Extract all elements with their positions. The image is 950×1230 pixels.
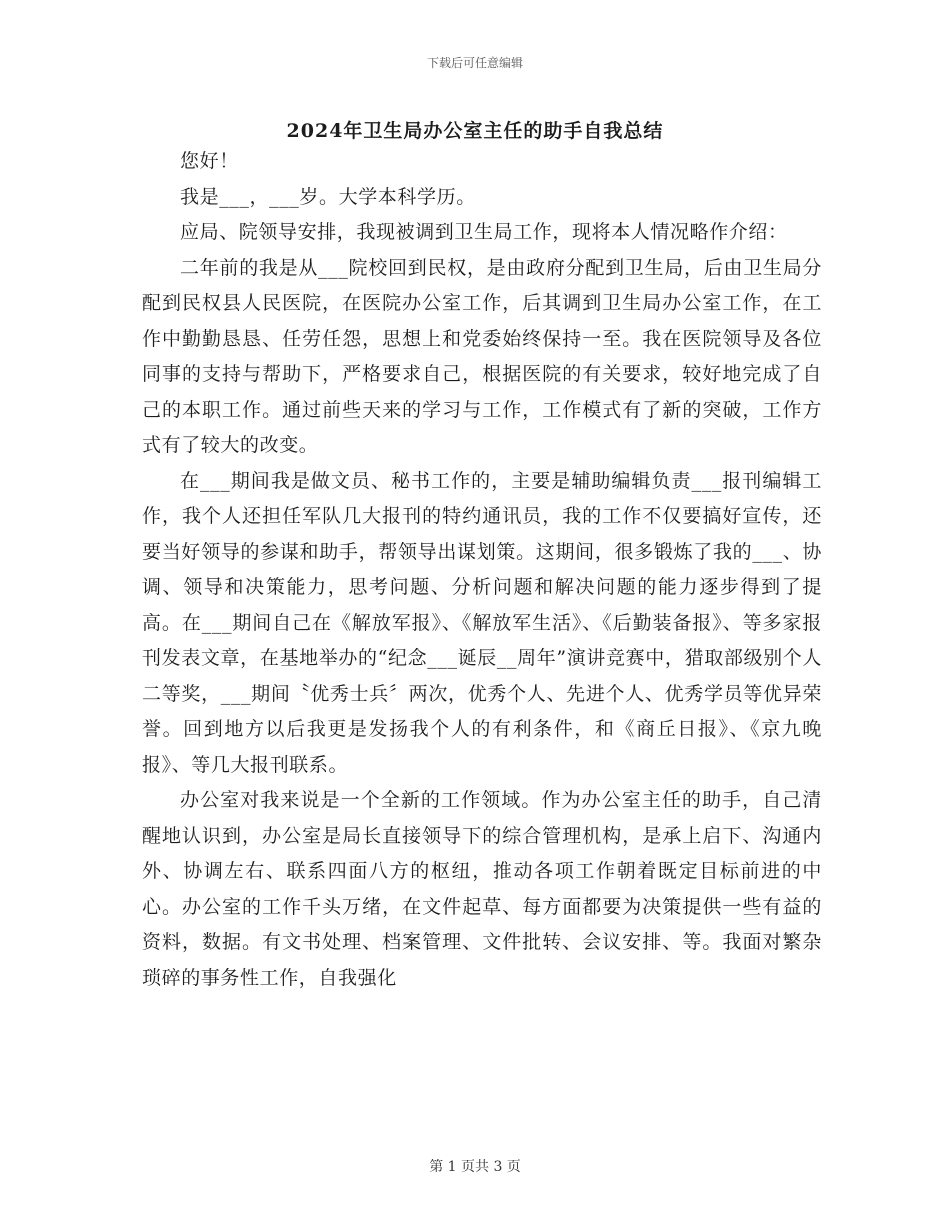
paragraph-assignment: 应局、院领导安排，我现被调到卫生局工作，现将本人情况略作介绍： bbox=[180, 221, 788, 243]
paragraph-background: 二年前的我是从___院校回到民权，是由政府分配到卫生局，后由卫生局分配到民权县人民医院，在医院办公室工作，后其调到卫生局办公室工作，在工作中勤勤恳恳、任劳任怨，思想上和党委始终保持一至。我在医院领导及各位同事的支持与帮助下，严格要求自己，根据医院的有关要求，较好地完成了自己的本职工作。通过前些天来的学习与工作，工作模式有了新的突破，工作方式有了较大的改变。 bbox=[142, 256, 822, 456]
paragraph-experience: 在___期间我是做文员、秘书工作的，主要是辅助编辑负责___报刊编辑工作，我个人还担任军队几大报刊的特约通讯员，我的工作不仅要搞好宣传，还要当好领导的参谋和助手，帮领导出谋划策。这期间，很多锻炼了我的___、协调、领导和决策能力，思考问题、分析问题和解决问题的能力逐步得到了提高。在___期间自己在《解放军报》、《解放军生活》、《后勤装备报》、等多家报刊发表文章，在基地举办的“纪念___诞辰__周年”演讲竞赛中，猎取部级别个人二等奖，___期间〝优秀士兵〞两次，优秀个人、先进个人、优秀学员等优异荣誉。回到地方以后我更是发扬我个人的有利条件，和《商丘日报》、《京九晚报》、等几大报刊联系。 bbox=[142, 469, 822, 776]
paragraph-office-work: 办公室对我来说是一个全新的工作领域。作为办公室主任的助手，自己清醒地认识到，办公室是局长直接领导下的综合管理机构，是承上启下、沟通内外、协调左右、联系四面八方的枢纽，推动各项工作朝着既定目标前进的中心。办公室的工作千头万绪，在文件起草、每方面都要为决策提供一些有益的资料，数据。有文书处理、档案管理、文件批转、会议安排、等。我面对繁杂琐碎的事务性工作，自我强化 bbox=[142, 789, 822, 989]
paragraph-greeting: 您好！ bbox=[180, 150, 239, 172]
page-footer: 第 1 页共 3 页 bbox=[429, 1159, 521, 1175]
page-header: 下载后可任意编辑 bbox=[426, 56, 523, 70]
document-body bbox=[142, 144, 822, 996]
document-title: 2024年卫生局办公室主任的助手自我总结 bbox=[286, 120, 664, 142]
paragraph-intro: 我是___，___岁。大学本科学历。 bbox=[180, 185, 476, 208]
